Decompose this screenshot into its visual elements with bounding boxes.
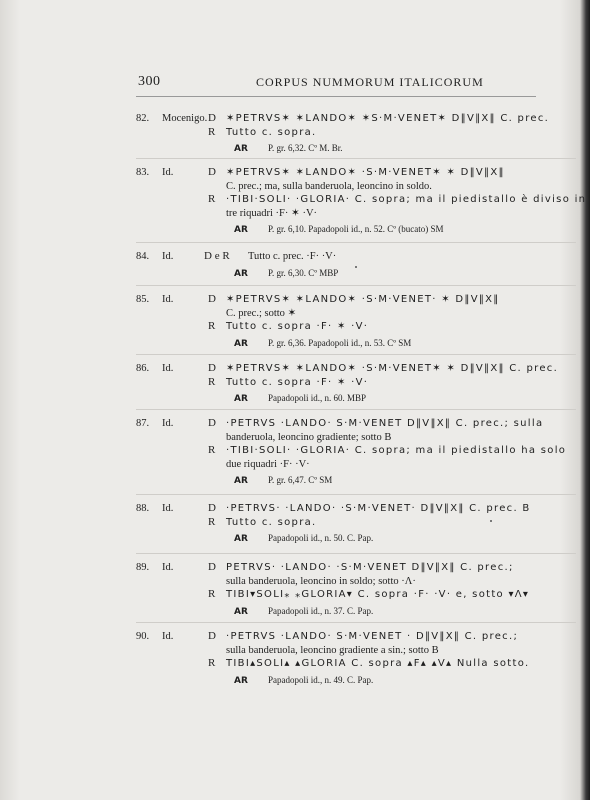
coin-side-label: D <box>208 502 216 514</box>
coin-description-line: ✶PETRVS✶ ✶LANDO✶ ·S·M·VENET✶ ✶ D‖V‖X‖ C. prec. <box>226 363 559 374</box>
reference-text: P. gr. 6,32. Cº M. Br. <box>268 143 343 153</box>
entry-authority: Id. <box>162 503 174 514</box>
coin-description-line: ✶PETRVS✶ ✶LANDO✶ ·S·M·VENET· ✶ D‖V‖X‖ <box>226 294 500 305</box>
coin-description-line: ·PETRVS· ·LANDO· ·S·M·VENET· D‖V‖X‖ C. prec. B <box>226 503 531 514</box>
coin-reference <box>234 392 366 406</box>
entry-separator <box>136 285 576 286</box>
coin-side-label: D <box>208 630 216 642</box>
coin-description-line: Tutto c. prec. ·F· ·V· <box>248 251 337 262</box>
entry-number: 83. <box>136 167 150 178</box>
coin-side-label: D <box>208 417 216 429</box>
entry-separator <box>136 354 576 355</box>
coin-reference <box>234 223 444 237</box>
entry-number: 88. <box>136 503 150 514</box>
reference-text: P. gr. 6,36. Papadopoli id., n. 53. Cº SM <box>268 337 412 348</box>
coin-side-label: R <box>208 657 216 669</box>
entry-separator <box>136 409 576 410</box>
entry-authority: Id. <box>162 418 174 429</box>
coin-side-label: D <box>208 112 216 124</box>
metal-silver: AR <box>234 268 248 279</box>
reference-text: P. gr. 6,47. Cº SM <box>268 475 333 485</box>
coin-reference <box>234 532 373 546</box>
coin-description-line: sulla banderuola, leoncino in soldo; sotto ·Λ· <box>226 575 416 587</box>
coin-description-line: Tutto c. sopra. <box>226 516 317 528</box>
coin-description-line: ✶PETRVS✶ ✶LANDO✶ ✶S·M·VENET✶ D‖V‖X‖ C. prec. <box>226 113 550 124</box>
entry-number: 86. <box>136 363 150 374</box>
ink-speck <box>355 266 357 268</box>
coin-side-label: R <box>208 320 216 332</box>
metal-silver: AR <box>234 394 248 404</box>
ink-speck <box>490 520 492 522</box>
entry-number: 82. <box>136 113 150 124</box>
coin-description-line: PETRVS· ·LANDO· ·S·M·VENET D‖V‖X‖ C. prec.; <box>226 562 514 573</box>
coin-description-line: TIBI▾SOLI⁎ ⁎GLORIA▾ C. sopra ·F· ·V· e, sotto ▾Λ▾ <box>226 589 530 600</box>
entry-authority: Id. <box>162 631 174 642</box>
coin-reference <box>234 474 332 488</box>
coin-side-label: R <box>208 375 216 388</box>
metal-silver: AR <box>234 534 248 544</box>
entry-authority: Id. <box>162 294 174 305</box>
header-rule <box>136 96 536 97</box>
metal-silver: AR <box>234 144 248 154</box>
entry-authority: Id. <box>162 167 174 178</box>
coin-side-label: R <box>208 193 216 205</box>
entry-separator <box>136 242 576 243</box>
coin-description-line: sulla banderuola, leoncino gradiente a sin.; sotto B <box>226 644 439 656</box>
coin-description-line: ·PETRVS ·LANDO· S·M·VENET D‖V‖X‖ C. prec.; sulla <box>226 418 544 429</box>
page-header <box>138 74 538 94</box>
running-title: CORPUS NUMMORUM ITALICORUM <box>256 75 484 89</box>
entry-authority: Id. <box>162 562 174 573</box>
entry-separator <box>136 553 576 554</box>
entry-authority: Id. <box>162 363 174 374</box>
metal-silver: AR <box>234 476 248 486</box>
reference-text: P. gr. 6,30. Cº MBP <box>268 267 339 278</box>
metal-silver: AR <box>234 225 248 235</box>
coin-description-line: ·PETRVS ·LANDO· S·M·VENET · D‖V‖X‖ C. prec.; <box>226 631 519 642</box>
reference-text: P. gr. 6,10. Papadopoli id., n. 52. Cº (bucato) SM <box>268 224 444 234</box>
entry-number: 90. <box>136 631 150 642</box>
coin-description-line: C. prec.; ma, sulla banderuola, leoncino in soldo. <box>226 180 432 192</box>
reference-text: Papadopoli id., n. 50. C. Pap. <box>268 533 374 543</box>
metal-silver: AR <box>234 338 248 349</box>
coin-side-label: D <box>208 166 216 178</box>
coin-side-label: D <box>208 293 216 305</box>
coin-description-line: ·TIBI·SOLI· ·GLORIA· C. sopra; ma il piedistallo ha solo <box>226 445 567 456</box>
entry-separator <box>136 158 576 159</box>
entry-number: 84. <box>136 251 150 262</box>
entry-separator <box>136 494 576 495</box>
metal-silver: AR <box>234 675 248 686</box>
metal-silver: AR <box>234 606 248 617</box>
entry-authority: Id. <box>162 251 174 262</box>
coin-reference <box>234 674 373 688</box>
coin-side-label: D <box>208 561 216 573</box>
page-number: 300 <box>138 74 161 89</box>
coin-side-label: D e R <box>204 250 230 262</box>
coin-description-line: Tutto c. sopra. <box>226 126 317 138</box>
entry-separator <box>136 622 576 623</box>
coin-description-line: ·TIBI·SOLI· ·GLORIA· C. sopra; ma il piedistallo è diviso in <box>226 194 587 205</box>
entry-number: 85. <box>136 294 150 305</box>
entry-authority: Mocenigo. <box>162 113 208 124</box>
coin-description-line: due riquadri ·F· ·V· <box>226 458 310 470</box>
reference-text: Papadopoli id., n. 49. C. Pap. <box>268 674 374 685</box>
coin-side-label: R <box>208 444 216 456</box>
coin-side-label: D <box>208 362 216 374</box>
coin-description-line: banderuola, leoncino gradiente; sotto B <box>226 431 392 443</box>
coin-description-line: ✶PETRVS✶ ✶LANDO✶ ·S·M·VENET✶ ✶ D‖V‖X‖ <box>226 167 505 178</box>
coin-side-label: R <box>208 515 216 528</box>
coin-side-label: R <box>208 588 216 600</box>
coin-description-line: Tutto c. sopra ·F· ✶ ·V· <box>226 376 369 388</box>
coin-description-line: tre riquadri ·F· ✶ ·V· <box>226 207 318 219</box>
entry-number: 89. <box>136 562 150 573</box>
coin-description-line: TIBI▴SOLI▴ ▴GLORIA C. sopra ▴F▴ ▴V▴ Nulla sotto. <box>226 658 530 669</box>
coin-reference <box>234 142 343 156</box>
reference-text: Papadopoli id., n. 60. MBP <box>268 393 367 403</box>
coin-description-line: Tutto c. sopra ·F· ✶ ·V· <box>226 321 369 332</box>
coin-description-line: C. prec.; sotto ✶ <box>226 307 297 319</box>
coin-reference <box>234 267 338 281</box>
entry-number: 87. <box>136 418 150 429</box>
reference-text: Papadopoli id., n. 37. C. Pap. <box>268 605 374 616</box>
coin-reference <box>234 337 411 351</box>
coin-side-label: R <box>208 125 216 138</box>
coin-reference <box>234 605 373 619</box>
